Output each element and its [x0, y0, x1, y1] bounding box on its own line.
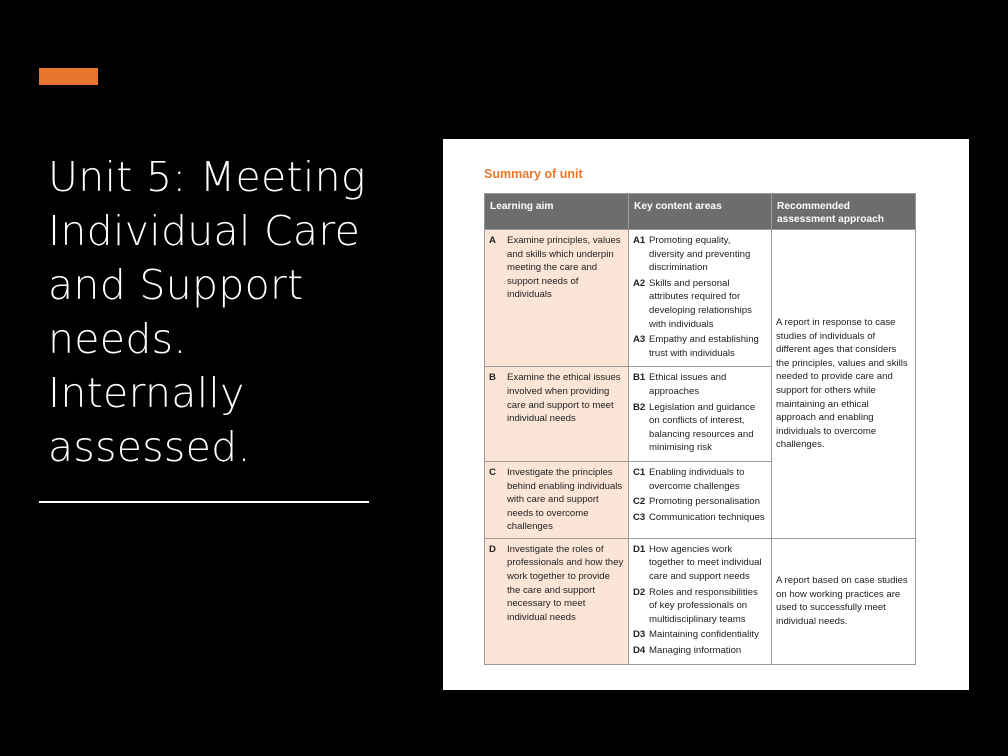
content-code: D1: [633, 543, 646, 555]
content-text: Managing information: [649, 645, 742, 657]
summary-title: Summary of unit: [484, 167, 583, 181]
content-code: B1: [633, 372, 646, 384]
content-text: Empathy and establishing trust with individuals: [649, 334, 759, 359]
content-code: A3: [633, 334, 646, 346]
content-cell: [629, 230, 772, 367]
aim-letter: D: [489, 543, 496, 555]
aim-cell: [485, 461, 629, 538]
content-cell: [629, 367, 772, 462]
title-line: Internally: [48, 369, 245, 417]
content-code: D3: [633, 629, 646, 641]
content-text: Promoting equality, diversity and preventing discrimination: [649, 235, 751, 274]
header-key-content: Key content areas: [629, 194, 772, 230]
aim-letter: B: [489, 372, 496, 384]
content-text: Roles and responsibilities of key professionals on multidisciplinary teams: [649, 586, 758, 625]
content-code: A2: [633, 277, 646, 289]
title-line: needs.: [48, 315, 187, 363]
table-header-row: [485, 194, 916, 230]
accent-bar: [39, 68, 98, 85]
assessment-cell: A report based on case studies on how working practices are used to successfully meet individual needs.: [772, 538, 916, 664]
content-text: Ethical issues and approaches: [649, 372, 727, 397]
title-line: Individual Care: [48, 207, 361, 255]
title-line: assessed.: [48, 423, 251, 471]
aim-text: Investigate the principles behind enabling individuals with care and support needs to overcome challenges: [507, 466, 623, 533]
aim-text: Investigate the roles of professionals and how they work together to provide the care and support necessary to meet individual needs: [507, 543, 624, 623]
slide-title: [48, 150, 378, 474]
aim-letter: C: [489, 466, 496, 478]
content-text: Legislation and guidance on conflicts of interest, balancing resources and minimising risk: [649, 401, 756, 454]
title-line: Unit 5: Meeting: [48, 153, 366, 201]
aim-cell: [485, 367, 629, 462]
header-learning-aim: Learning aim: [485, 194, 629, 230]
content-cell: [629, 538, 772, 664]
summary-table: [484, 193, 916, 665]
aim-cell: [485, 230, 629, 367]
content-text: How agencies work together to meet individual care and support needs: [649, 543, 762, 583]
content-code: C1: [633, 466, 646, 478]
title-divider: [39, 501, 369, 503]
aim-text: Examine the ethical issues involved when providing care and support to meet individual needs: [507, 372, 621, 425]
summary-image-panel: [443, 139, 969, 690]
aim-cell: [485, 538, 629, 664]
aim-text: Examine principles, values and skills which underpin meeting the care and support needs of individuals: [507, 235, 621, 301]
content-text: Enabling individuals to overcome challenges: [649, 466, 745, 492]
content-text: Communication techniques: [649, 511, 765, 523]
content-code: C2: [633, 496, 646, 508]
content-cell: [629, 461, 772, 538]
title-line: and Support: [48, 261, 304, 309]
content-code: B2: [633, 401, 646, 413]
content-text: Promoting personalisation: [649, 496, 760, 508]
table-row: [485, 230, 916, 367]
content-code: D4: [633, 645, 646, 657]
content-text: Skills and personal attributes required for developing relationships with individuals: [649, 277, 752, 330]
content-code: A1: [633, 235, 646, 246]
aim-letter: A: [489, 235, 496, 246]
table-row: [485, 538, 916, 664]
assessment-cell: A report in response to case studies of individuals of different ages that considers the principles, values and skills needed to provide care and support for others while maintaining an ethical approach and enabling individuals to overcome challenges.: [772, 230, 916, 539]
content-text: Maintaining confidentiality: [649, 629, 759, 641]
content-code: D2: [633, 586, 646, 598]
header-assessment: Recommended assessment approach: [772, 194, 916, 230]
content-code: C3: [633, 511, 646, 523]
